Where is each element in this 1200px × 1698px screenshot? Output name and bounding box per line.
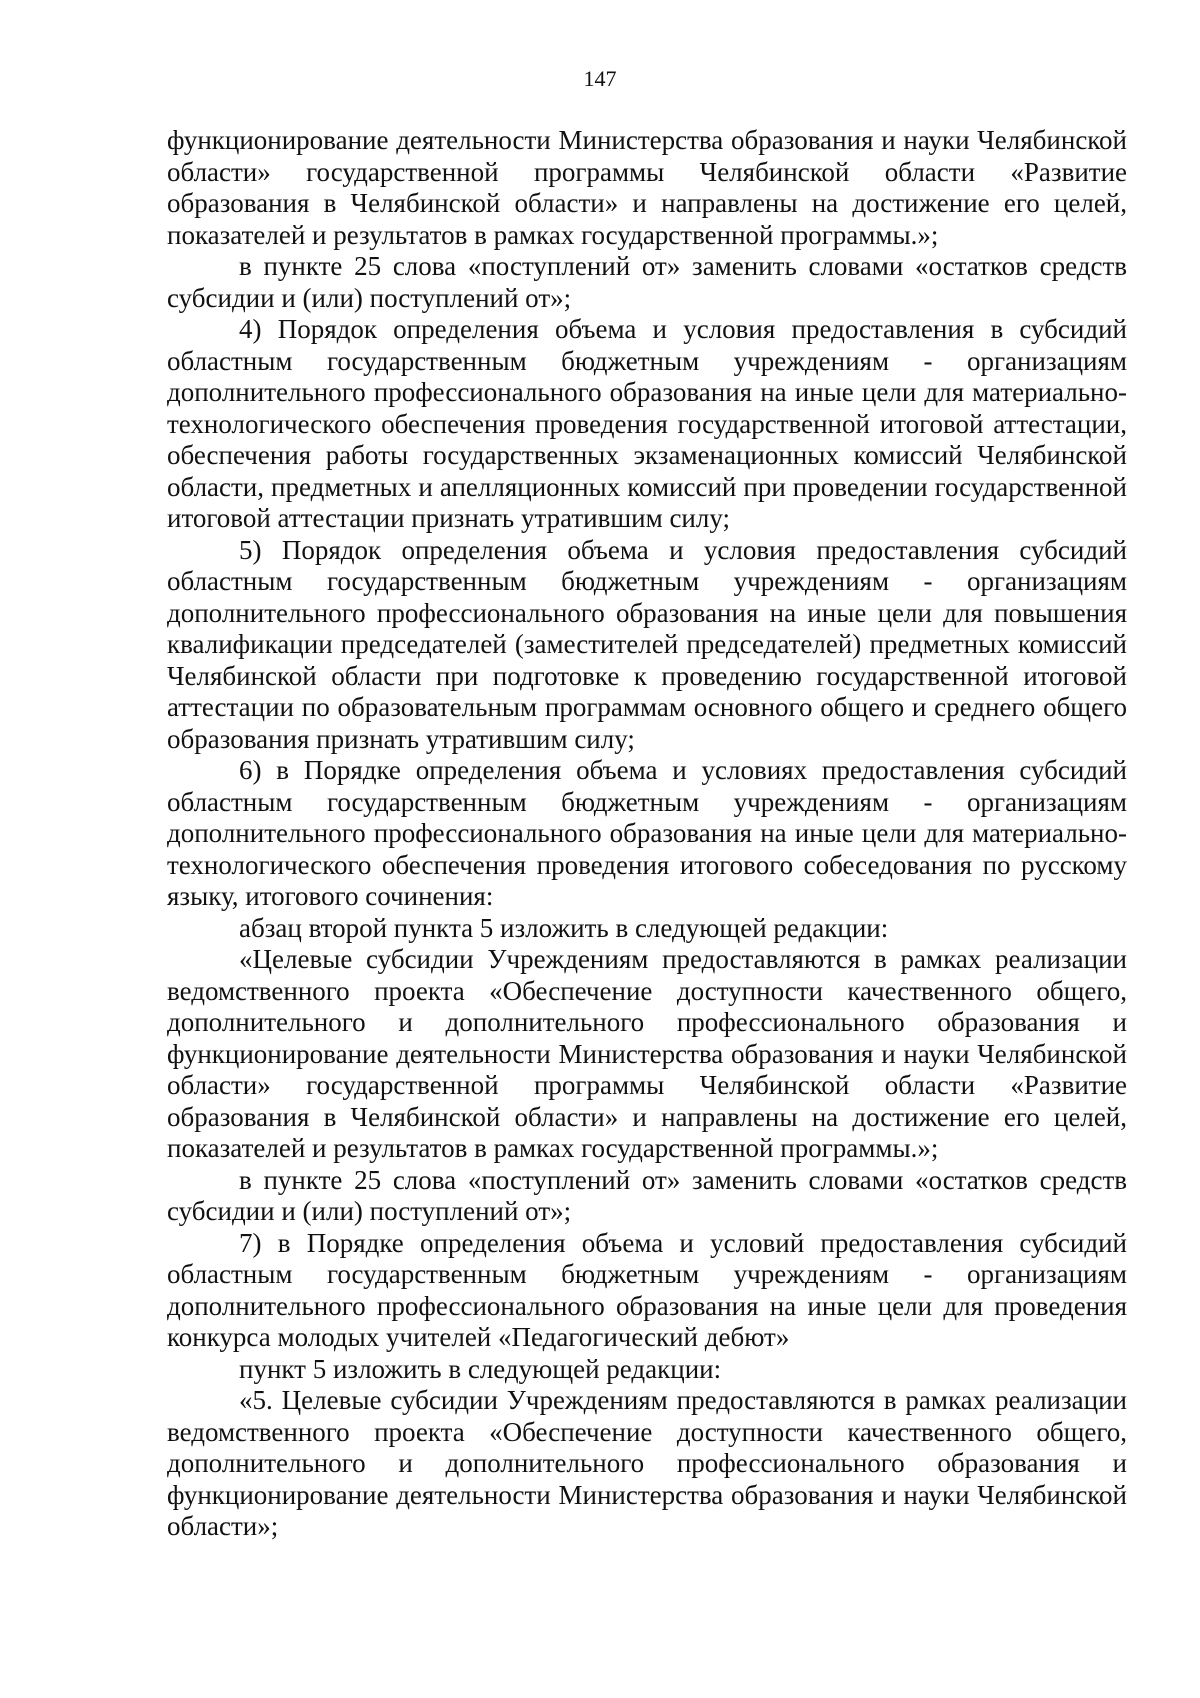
paragraph-item-6: 6) в Порядке определения объема и условиях предоставления субсидий областным государственным бюджетным учреждениям - организациям дополнительного профессионального образования на иные цели для материально-технологического обеспечения проведения итогового собеседования по русскому языку, итогового сочинения: — [167, 755, 1127, 911]
body-text — [167, 125, 1127, 1543]
paragraph-continuation: функционирование деятельности Министерства образования и науки Челябинской области» государственной программы Челябинской области «Развитие образования в Челябинской области» и направлены на достижение его целей, показателей и результатов в рамках государственной программы.»; — [167, 125, 1127, 250]
paragraph-item-25-amendment: в пункте 25 слова «поступлений от» заменить словами «остатков средств субсидии и (или) поступлений от»; — [167, 251, 1127, 313]
paragraph-item-7-quote: «5. Целевые субсидии Учреждениям предоставляются в рамках реализации ведомственного проекта «Обеспечение доступности качественного общего, дополнительного и дополнительного профессионального образования и функционирование деятельности Министерства образования и науки Челябинской области»; — [167, 1385, 1127, 1541]
paragraph-item-6-amendment: в пункте 25 слова «поступлений от» заменить словами «остатков средств субсидии и (или) поступлений от»; — [167, 1164, 1127, 1226]
page-number: 147 — [583, 66, 617, 91]
paragraph-item-5: 5) Порядок определения объема и условия предоставления субсидий областным государственным бюджетным учреждениям - организациям дополнительного профессионального образования на иные цели для повышения квалификации председателей (заместителей председателей) предметных комиссий Челябинской области при подготовке к проведению государственной итоговой аттестации по образовательным программам основного общего и среднего общего образования признать утратившим силу; — [167, 534, 1127, 754]
paragraph-item-6-clause: абзац второй пункта 5 изложить в следующей редакции: — [239, 912, 889, 943]
paragraph-item-4: 4) Порядок определения объема и условия предоставления в субсидий областным государственным бюджетным учреждениям - организациям дополнительного профессионального образования на иные цели для материально-технологического обеспечения проведения государственной итоговой аттестации, обеспечения работы государственных экзаменационных комиссий Челябинской области, предметных и апелляционных комиссий при проведении государственной итоговой аттестации признать утратившим силу; — [167, 314, 1127, 533]
paragraph-item-7-clause: пункт 5 изложить в следующей редакции: — [239, 1353, 722, 1384]
paragraph-item-6-quote: «Целевые субсидии Учреждениям предоставляются в рамках реализации ведомственного проекта «Обеспечение доступности качественного общего, дополнительного и дополнительного профессионального образования и функционирование деятельности Министерства образования и науки Челябинской области» государственной программы Челябинской области «Развитие образования в Челябинской области» и направлены на достижение его целей, показателей и результатов в рамках государственной программы.»; — [167, 944, 1127, 1163]
paragraph-item-7: 7) в Порядке определения объема и условий предоставления субсидий областным государственным бюджетным учреждениям - организациям дополнительного профессионального образования на иные цели для проведения конкурса молодых учителей «Педагогический дебют» — [167, 1227, 1127, 1352]
